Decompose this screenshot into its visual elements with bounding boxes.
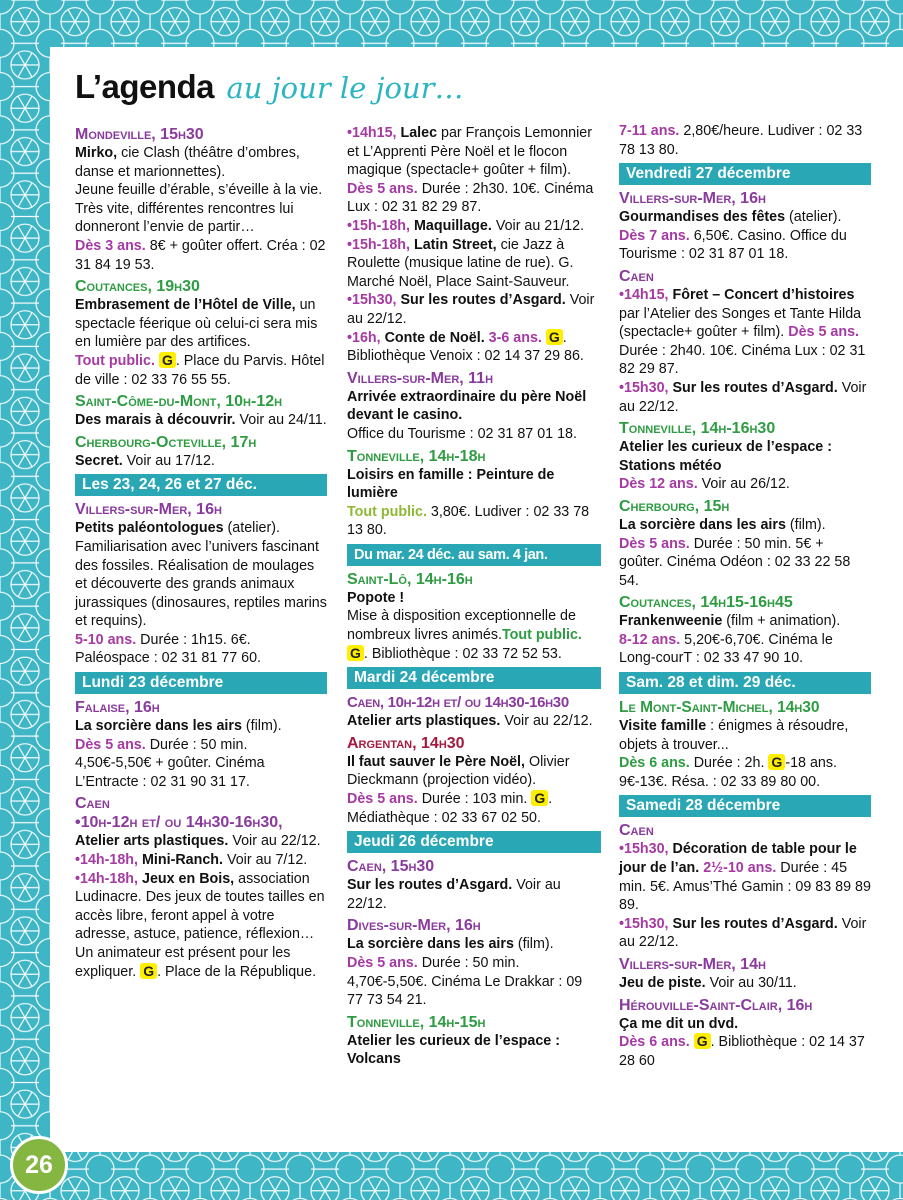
free-badge-icon: G <box>768 754 785 770</box>
time-label: •15h30, <box>619 379 669 396</box>
event-info <box>75 631 327 668</box>
event-text: 2,80€/heure. Ludiver : 02 33 78 13 80. <box>619 123 863 158</box>
time-label: •15h-18h, <box>347 236 411 253</box>
time-label: •15h30, <box>619 915 669 932</box>
city-heading: Coutances, 14h15-16h45 <box>619 594 793 612</box>
event-title: Popote ! <box>347 589 405 606</box>
event-text: . Bibliothèque : 02 14 37 28 60 <box>619 1034 865 1069</box>
time-label: •14h15, <box>347 125 397 141</box>
event-info <box>619 122 871 159</box>
event-info <box>75 352 327 389</box>
event-entry <box>75 870 327 982</box>
event-title: Latin Street, <box>410 236 497 253</box>
time-label: •15h30, <box>347 292 397 309</box>
free-badge-icon: G <box>140 963 157 979</box>
event-info <box>347 607 601 663</box>
free-badge-icon: G <box>546 329 563 345</box>
age-label: Dès 5 ans. <box>788 324 859 341</box>
age-label: Tout public. <box>501 627 582 644</box>
event-text: Durée : 1h15. 6€. Paléospace : 02 31 81 77 60. <box>75 631 262 667</box>
city-heading: Saint-Côme-du-Mont, 10h-12h <box>75 393 283 411</box>
event-text: (atelier). <box>785 209 842 226</box>
column-1 <box>75 122 327 981</box>
event-title: La sorcière dans les airs <box>347 936 514 953</box>
event-info <box>619 1033 871 1070</box>
event-text: (film). <box>785 516 826 533</box>
event-text: Voir au 17/12. <box>122 452 215 469</box>
city-heading: Tonneville, 14h-15h <box>347 1013 486 1031</box>
city-heading: Mondeville, 15h30 <box>75 126 204 143</box>
event-text: cie Jazz à Roulette (musique latine de rue). G. Marché Noël, Place Saint-Sauveur. <box>347 236 574 290</box>
event-title: Des marais à découvrir. <box>75 412 236 429</box>
event-text: Durée : 103 min. <box>417 791 528 808</box>
event-info <box>75 736 327 792</box>
title-script: au jour le jour… <box>226 71 464 105</box>
age-label: Dès 5 ans. <box>347 180 418 197</box>
age-label: 8-12 ans. <box>619 631 681 648</box>
column-2 <box>347 124 601 1069</box>
event-text: Voir au 22/12. <box>347 292 595 327</box>
event-title: Jeux en Bois, <box>138 870 235 887</box>
event-text: Jeune feuille d’érable, s’éveille à la vie. Très vite, différentes rencontres lui donneront l’envie de partir… <box>75 182 323 236</box>
date-header: Sam. 28 et dim. 29 déc. <box>619 672 871 694</box>
event-entry <box>75 296 327 352</box>
event-title: Mirko, <box>75 145 118 161</box>
city-heading: Caen <box>75 795 110 813</box>
time-slot: •10h-12h et/ ou 14h30-16h30, <box>75 814 283 832</box>
event-text: (film + animation). <box>722 613 841 630</box>
city-heading: Villers-sur-Mer, 16h <box>619 190 766 208</box>
event-entry <box>347 935 601 954</box>
event-text: . Bibliothèque Venoix : 02 14 37 29 86. <box>347 329 584 365</box>
time-label: •14h-18h, <box>75 870 139 887</box>
free-badge-icon: G <box>347 645 364 661</box>
city-heading: Villers-sur-Mer, 11h <box>347 369 494 387</box>
event-info <box>619 227 871 264</box>
event-entry <box>75 519 327 631</box>
date-header: Mardi 24 décembre <box>347 667 601 689</box>
event-info <box>347 790 601 827</box>
event-title: Sur les routes d’Asgard. <box>668 915 838 932</box>
event-entry <box>347 236 601 292</box>
event-text: Voir au 22/12. <box>500 713 593 730</box>
event-title: Mini-Ranch. <box>138 852 224 869</box>
event-entry <box>347 753 601 790</box>
event-text: Voir au 24/11. <box>235 412 327 429</box>
age-label: Dès 5 ans. <box>75 736 146 753</box>
event-text: Durée : 2h. <box>689 755 765 772</box>
event-text: -18 ans. 9€-13€. Résa. : 02 33 89 80 00. <box>619 755 837 790</box>
event-entry <box>619 840 871 914</box>
event-text: Durée : 2h40. 10€. Cinéma Lux : 02 31 82 29 87. <box>619 342 866 378</box>
event-entry <box>347 217 601 236</box>
event-entry <box>619 379 871 416</box>
event-title: Gourmandises des fêtes <box>619 209 786 226</box>
event-entry <box>75 832 327 851</box>
city-heading: Caen, 10h-12h et/ ou 14h30-16h30 <box>347 694 569 712</box>
city-heading: Coutances, 19h30 <box>75 278 200 296</box>
event-title: Arrivée extraordinaire du père Noël devant le casino. <box>347 388 587 424</box>
city-heading: Dives-sur-Mer, 16h <box>347 917 481 935</box>
city-heading: Saint-Lô, 14h-16h <box>347 570 473 588</box>
city-heading: Hérouville-Saint-Clair, 16h <box>619 996 813 1014</box>
event-entry <box>347 291 601 328</box>
event-title: Sur les routes d’Asgard. <box>347 877 513 894</box>
age-label: Dès 5 ans. <box>347 955 418 971</box>
event-text: Olivier Dieckmann (projection vidéo). <box>347 753 570 789</box>
event-text: (film). <box>513 936 554 953</box>
age-label: 7-11 ans. <box>619 123 680 139</box>
event-title: Petits paléontologues <box>75 520 224 537</box>
event-title: Lalec <box>396 125 438 141</box>
event-title: Ça me dit un dvd. <box>619 1015 739 1032</box>
page-number-badge <box>10 1136 68 1194</box>
event-entry <box>347 876 601 913</box>
city-heading: Villers-sur-Mer, 16h <box>75 501 222 519</box>
event-text: 5,20€-6,70€. Cinéma le Long-courT : 02 33 47 90 10. <box>619 631 833 667</box>
date-header: Samedi 28 décembre <box>619 795 871 817</box>
age-label: Dès 5 ans. <box>347 791 418 808</box>
event-title: Sur les routes d’Asgard. <box>396 292 566 309</box>
age-label: Tout public. <box>75 352 155 369</box>
event-info <box>347 503 601 540</box>
event-entry <box>347 712 601 731</box>
event-entry <box>75 411 327 430</box>
event-text: Voir au 7/12. <box>223 852 308 869</box>
page-title <box>75 68 464 112</box>
event-text: . Bibliothèque : 02 33 72 52 53. <box>363 645 562 662</box>
event-title: Fôret – Concert d’histoires <box>668 286 855 303</box>
event-text: 6,50€. Casino. Office du Tourisme : 02 31 87 01 18. <box>619 227 847 263</box>
city-heading: Caen <box>619 822 654 840</box>
free-badge-icon: G <box>694 1033 711 1049</box>
event-entry <box>75 851 327 870</box>
time-label: •15h-18h, <box>347 217 411 234</box>
event-text: Durée : 45 min. 5€. Amus’Thé Gamin : 09 83 89 89 89. <box>619 860 871 914</box>
event-title: Maquillage. <box>410 217 492 234</box>
event-title: Sur les routes d’Asgard. <box>668 379 838 396</box>
event-entry <box>75 452 327 471</box>
city-heading: Cherbourg-Octeville, 17h <box>75 433 257 451</box>
date-header: Jeudi 26 décembre <box>347 831 601 853</box>
event-title: La sorcière dans les airs <box>619 516 786 533</box>
event-text: Voir au 22/12. <box>619 915 867 951</box>
event-text: Voir au 22/12. <box>347 877 561 912</box>
date-header: Les 23, 24, 26 et 27 déc. <box>75 474 327 496</box>
time-label: •16h, <box>347 329 381 346</box>
event-text: 3,80€. Ludiver : 02 33 78 13 80. <box>347 503 590 539</box>
title-main: L’agenda <box>75 68 215 105</box>
event-title: Jeu de piste. <box>619 975 706 991</box>
event-info <box>619 631 871 668</box>
event-text: . Médiathèque : 02 33 67 02 50. <box>347 791 553 826</box>
age-label: Dès 6 ans. <box>619 1034 690 1051</box>
event-title: Conte de Noël. <box>380 329 485 346</box>
city-heading: Caen <box>619 267 654 285</box>
city-heading: Caen, 15h30 <box>347 858 435 876</box>
date-header: Du mar. 24 déc. au sam. 4 jan. <box>347 544 601 566</box>
city-heading: Le Mont-Saint-Michel, 14h30 <box>619 699 820 717</box>
age-label: Dès 6 ans. <box>619 755 690 772</box>
city-heading: Villers-sur-Mer, 14h <box>619 956 766 973</box>
time-label: •14h15, <box>619 286 669 303</box>
event-info <box>619 475 871 494</box>
event-title: Loisirs en famille : Peinture de lumière <box>347 466 555 502</box>
event-title: Visite famille <box>619 718 707 735</box>
event-entry <box>347 329 601 366</box>
age-label: Dès 5 ans. <box>619 535 690 552</box>
time-label: •15h30, <box>619 841 669 858</box>
event-title: Secret. <box>75 452 123 469</box>
event-text: 8€ + goûter offert. Créa : 02 31 84 19 53. <box>75 237 326 273</box>
event-text: par l’Atelier des Songes et Tante Hilda (spectacle+ goûter + film). <box>619 305 862 341</box>
event-text: Durée : 2h30. 10€. Cinéma Lux : 02 31 82 29 87. <box>347 180 594 216</box>
event-title: Embrasement de l’Hôtel de Ville, <box>75 297 296 314</box>
event-text: Voir au 30/11. <box>705 975 797 991</box>
event-info <box>347 954 601 1010</box>
event-title: Atelier les curieux de l’espace : Volcans <box>347 1032 560 1068</box>
age-label: 2½-10 ans. <box>699 860 777 877</box>
event-text: . Place de la République. <box>157 963 317 980</box>
free-badge-icon: G <box>531 790 548 806</box>
age-label: Tout public. <box>347 503 427 520</box>
event-text: cie Clash (théâtre d’ombres, danse et marionnettes). <box>75 145 300 180</box>
event-text: un spectacle féerique où celui-ci sera mis en lumière par des artifices. <box>75 297 318 351</box>
event-entry <box>619 717 871 754</box>
time-label: •14h-18h, <box>75 852 139 869</box>
event-text: par François Lemonnier et L’Apprenti Père Noël et le flocon magique (spectacle+ goûter + film). <box>347 125 593 179</box>
event-entry <box>75 717 327 736</box>
event-entry <box>619 286 871 379</box>
column-3 <box>619 122 871 1070</box>
event-text: association Ludinacre. Des jeux de toutes tailles en accès libre, feront appel à votre adresse, astuce, patience, réflexion… Un animateur est présent pour les expliquer. <box>75 870 325 980</box>
event-entry <box>619 974 871 993</box>
event-title: Atelier arts plastiques. <box>75 833 229 850</box>
page-number: 26 <box>25 1151 53 1179</box>
city-heading: Argentan, 14h30 <box>347 734 465 752</box>
event-title: Frankenweenie <box>619 613 723 630</box>
event-text: Voir au 21/12. <box>491 217 585 234</box>
event-info <box>75 237 327 274</box>
event-entry <box>347 124 601 217</box>
event-entry <box>75 144 327 181</box>
age-label: Dès 3 ans. <box>75 237 146 254</box>
city-heading: Cherbourg, 15h <box>619 497 730 515</box>
city-heading: Tonneville, 14h-16h30 <box>619 420 776 438</box>
age-label: 5-10 ans. <box>75 631 137 648</box>
event-text: (film). <box>241 718 282 735</box>
date-header: Lundi 23 décembre <box>75 672 327 694</box>
event-text: (atelier). Familiarisation avec l’univers fascinant des fossiles. Réalisation de moulages et découverte des grands animaux jurassiques (dinosaures, reptiles marins et requins). <box>75 520 327 630</box>
city-heading: Falaise, 16h <box>75 699 160 717</box>
event-title: Atelier les curieux de l’espace : Stations météo <box>619 439 832 474</box>
event-entry <box>619 915 871 952</box>
event-info <box>619 754 871 791</box>
event-text: Voir au 22/12. <box>228 833 321 850</box>
age-label: 3-6 ans. <box>484 329 542 346</box>
event-entry <box>619 612 871 631</box>
event-title: Décoration de table pour le jour de l’an. <box>619 841 857 877</box>
event-entry <box>619 208 871 227</box>
event-title: La sorcière dans les airs <box>75 718 242 735</box>
event-text: : énigmes à résoudre, objets à trouver... <box>619 718 849 753</box>
age-label: Dès 7 ans. <box>619 227 690 244</box>
event-text: . Place du Parvis. Hôtel de ville : 02 33 76 55 55. <box>75 352 325 388</box>
event-text: Durée : 50 min. 5€ + goûter. Cinéma Odéon : 02 33 22 58 54. <box>619 535 851 589</box>
event-text: Durée : 50 min. 4,70€-5,50€. Cinéma Le Drakkar : 09 77 73 54 21. <box>347 955 583 1009</box>
event-text: Office du Tourisme : 02 31 87 01 18. <box>347 425 577 442</box>
event-info <box>619 535 871 591</box>
event-entry <box>619 516 871 535</box>
event-title: Atelier arts plastiques. <box>347 713 501 730</box>
free-badge-icon: G <box>159 352 176 368</box>
event-text: Mise à disposition exceptionnelle de nombreux livres animés. <box>347 608 576 644</box>
event-text: Voir au 22/12. <box>619 379 867 415</box>
event-title: Il faut sauver le Père Noël, <box>347 753 525 770</box>
event-text: Durée : 50 min. 4,50€-5,50€ + goûter. Cinéma L’Entracte : 02 31 90 31 17. <box>75 736 265 790</box>
event-text: Voir au 26/12. <box>697 476 790 493</box>
city-heading: Tonneville, 14h-18h <box>347 447 486 465</box>
date-header: Vendredi 27 décembre <box>619 163 871 185</box>
age-label: Dès 12 ans. <box>619 476 698 493</box>
